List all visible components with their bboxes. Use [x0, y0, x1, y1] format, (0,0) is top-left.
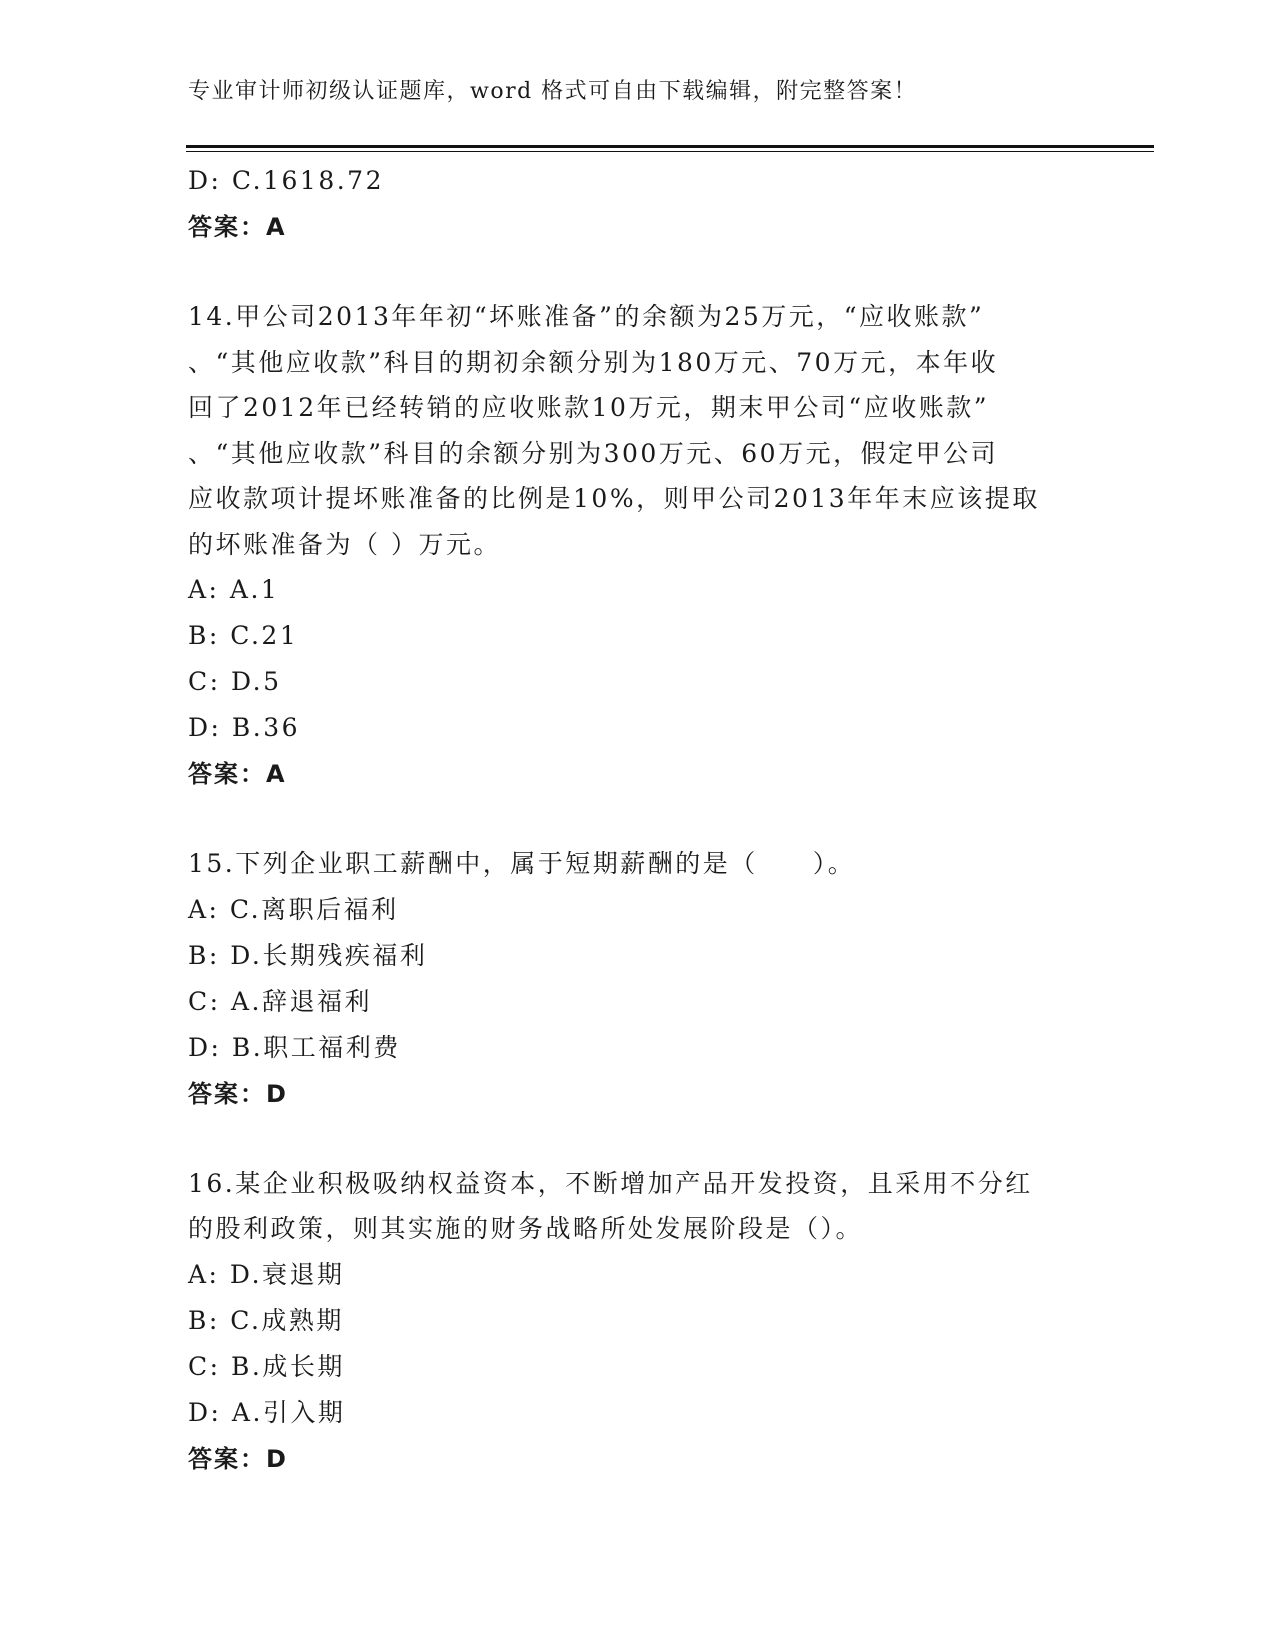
page-header: 专业审计师初级认证题库，word 格式可自由下载编辑，附完整答案！ [188, 79, 918, 104]
option-b: B: D.长期残疾福利 [188, 940, 428, 970]
question-stem [188, 841, 1088, 887]
header-rule-thick [186, 145, 1154, 148]
stem-line: 回了2012年已经转销的应收账款10万元，期末甲公司“应收账款” [188, 393, 989, 422]
spacer [188, 1117, 1088, 1161]
option-c: C: A.辞退福利 [188, 986, 372, 1016]
question-block [188, 841, 1088, 1117]
stem-line: 的坏账准备为（ ）万元。 [188, 529, 501, 559]
header-rule-thin [186, 151, 1154, 152]
question-content [188, 158, 1088, 1482]
answer: 答案：D [188, 1444, 288, 1473]
option-c: C: B.成长期 [188, 1351, 345, 1381]
spacer [188, 250, 1088, 294]
answer: 答案：D [188, 1079, 288, 1108]
stem-line: 的股利政策，则其实施的财务战略所处发展阶段是（）。 [188, 1214, 864, 1243]
option-c: C: D.5 [188, 667, 282, 696]
spacer [188, 797, 1088, 841]
prev-answer: 答案：A [188, 213, 287, 241]
prev-option-d: D: C.1618.72 [188, 166, 384, 195]
option-d: D: B.36 [188, 713, 301, 742]
option-a: A: A.1 [188, 575, 280, 604]
option-a: A: D.衰退期 [188, 1259, 345, 1289]
stem-line: 、“其他应收款”科目的期初余额分别为180万元、70万元，本年收 [188, 347, 999, 377]
stem-line: 应收款项计提坏账准备的比例是10%，则甲公司2013年年末应该提取 [188, 484, 1040, 513]
question-block [188, 1161, 1088, 1482]
option-d: D: A.引入期 [188, 1397, 346, 1427]
option-d: D: B.职工福利费 [188, 1032, 401, 1062]
answer: 答案：A [188, 760, 287, 788]
question-stem [188, 294, 1088, 567]
stem-line: 15.下列企业职工薪酬中，属于短期薪酬的是（ ）。 [188, 849, 856, 878]
option-b: B: C.21 [188, 621, 299, 650]
stem-line: 14.甲公司2013年年初“坏账准备”的余额为25万元，“应收账款” [188, 302, 985, 331]
question-stem [188, 1161, 1088, 1252]
option-a: A: C.离职后福利 [188, 894, 399, 924]
question-block [188, 294, 1088, 797]
option-b: B: C.成熟期 [188, 1305, 344, 1335]
stem-line: 16.某企业积极吸纳权益资本，不断增加产品开发投资，且采用不分红 [188, 1168, 1033, 1198]
stem-line: 、“其他应收款”科目的余额分别为300万元、60万元，假定甲公司 [188, 438, 999, 468]
